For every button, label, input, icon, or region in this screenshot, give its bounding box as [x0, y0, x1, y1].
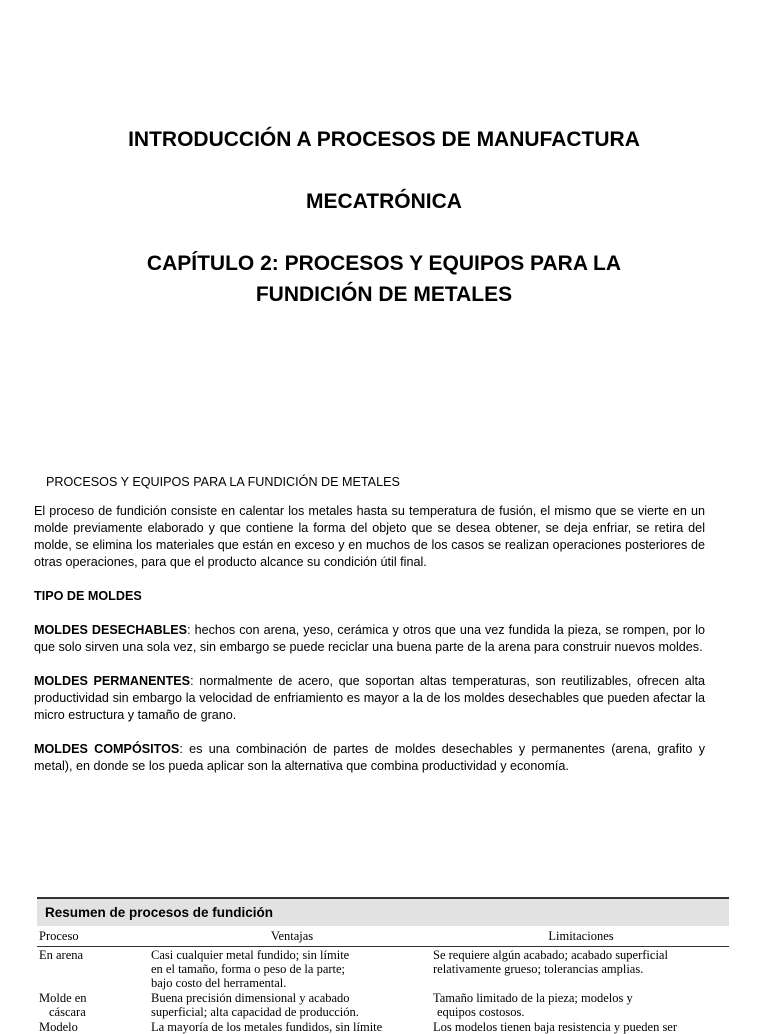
- cell-process: [37, 991, 151, 1019]
- mold-types-heading: TIPO DE MOLDES: [34, 589, 142, 603]
- header-advantages: Ventajas: [270, 929, 314, 943]
- cell-limitations: [433, 991, 729, 1019]
- cell-line: Los modelos tienen baja resistencia y pueden ser: [433, 1020, 678, 1034]
- disposable-molds-paragraph: [34, 622, 705, 656]
- composite-molds-text: : es una combinación de partes de moldes desechables y permanentes (arena, grafito y metal), en donde se los pueda aplicar son la alternativa que combina productividad y economía.: [34, 742, 705, 773]
- cell-line: Casi cualquier metal fundido; sin límite: [151, 948, 350, 962]
- casting-summary-table: [37, 897, 729, 1034]
- course-title: INTRODUCCIÓN A PROCESOS DE MANUFACTURA: [128, 128, 640, 151]
- cell-advantages: [151, 948, 433, 990]
- cell-advantages: [151, 1020, 433, 1034]
- cell-advantages: [151, 991, 433, 1019]
- cell-line: superficial; alta capacidad de producción.: [151, 1005, 359, 1019]
- cell-line: En arena: [39, 948, 84, 962]
- cell-process: [37, 1020, 151, 1034]
- table-title: Resumen de procesos de fundición: [37, 897, 729, 926]
- permanent-molds-paragraph: [34, 673, 705, 724]
- permanent-molds-label: MOLDES PERMANENTES: [34, 674, 191, 688]
- composite-molds-label: MOLDES COMPÓSITOS: [34, 742, 180, 756]
- cell-line: Buena precisión dimensional y acabado: [151, 991, 350, 1005]
- cell-process: [37, 948, 151, 990]
- header-process: Proceso: [39, 929, 79, 943]
- cell-limitations: [433, 1020, 729, 1034]
- cell-line: La mayoría de los metales fundidos, sin límite: [151, 1020, 383, 1034]
- disposable-molds-text: : hechos con arena, yeso, cerámica y otros que una vez fundida la pieza, se rompen, por lo que solo sirven una sola vez, sin embargo se puede reciclar una buena parte de la arena para construir nuevos moldes.: [34, 623, 705, 654]
- cell-line: equipos costosos.: [437, 1005, 525, 1019]
- table-header-row: [37, 926, 729, 947]
- chapter-title-line-1: CAPÍTULO 2: PROCESOS Y EQUIPOS PARA LA: [146, 252, 622, 275]
- section-heading: PROCESOS Y EQUIPOS PARA LA FUNDICIÓN DE METALES: [46, 475, 400, 489]
- permanent-molds-text: : normalmente de acero, que soportan altas temperaturas, son reutilizables, ofrecen alta productividad sin embargo la velocidad de enfriamiento es mayor a la de los moldes desechables que pueden afectar la micro estructura y tamaño de grano.: [34, 674, 705, 722]
- cell-limitations: [433, 948, 729, 990]
- cell-line: bajo costo del herramental.: [151, 976, 287, 990]
- cell-line: Tamaño limitado de la pieza; modelos y: [433, 991, 633, 1005]
- disposable-molds-label: MOLDES DESECHABLES: [34, 623, 188, 637]
- intro-paragraph: El proceso de fundición consiste en calentar los metales hasta su temperatura de fusión, el mismo que se vierte en un molde previamente elaborado y que contiene la forma del objeto que se desea obtener, se deja enfriar, se retira del molde, se elimina los materiales que están en exceso y en muchos de los casos se realizan operaciones posteriores de otras operaciones, para que el producto alcance su condición útil final.: [34, 504, 705, 569]
- cell-line: en el tamaño, forma o peso de la parte;: [151, 962, 346, 976]
- cell-line: cáscara: [49, 1005, 86, 1019]
- composite-molds-paragraph: [34, 741, 705, 775]
- program-title: MECATRÓNICA: [306, 190, 462, 213]
- document-body: [34, 474, 705, 775]
- cell-line: relativamente grueso; tolerancias amplias.: [433, 962, 644, 976]
- chapter-title-line-2: FUNDICIÓN DE METALES: [255, 283, 513, 306]
- table-row: [37, 1019, 729, 1034]
- cell-line: Molde en: [39, 991, 87, 1005]
- title-block: [0, 124, 768, 310]
- header-limitations: Limitaciones: [548, 929, 614, 943]
- table-row: [37, 990, 729, 1019]
- table-row: [37, 947, 729, 990]
- cell-line: Se requiere algún acabado; acabado superficial: [433, 948, 668, 962]
- cell-line: Modelo: [39, 1020, 78, 1034]
